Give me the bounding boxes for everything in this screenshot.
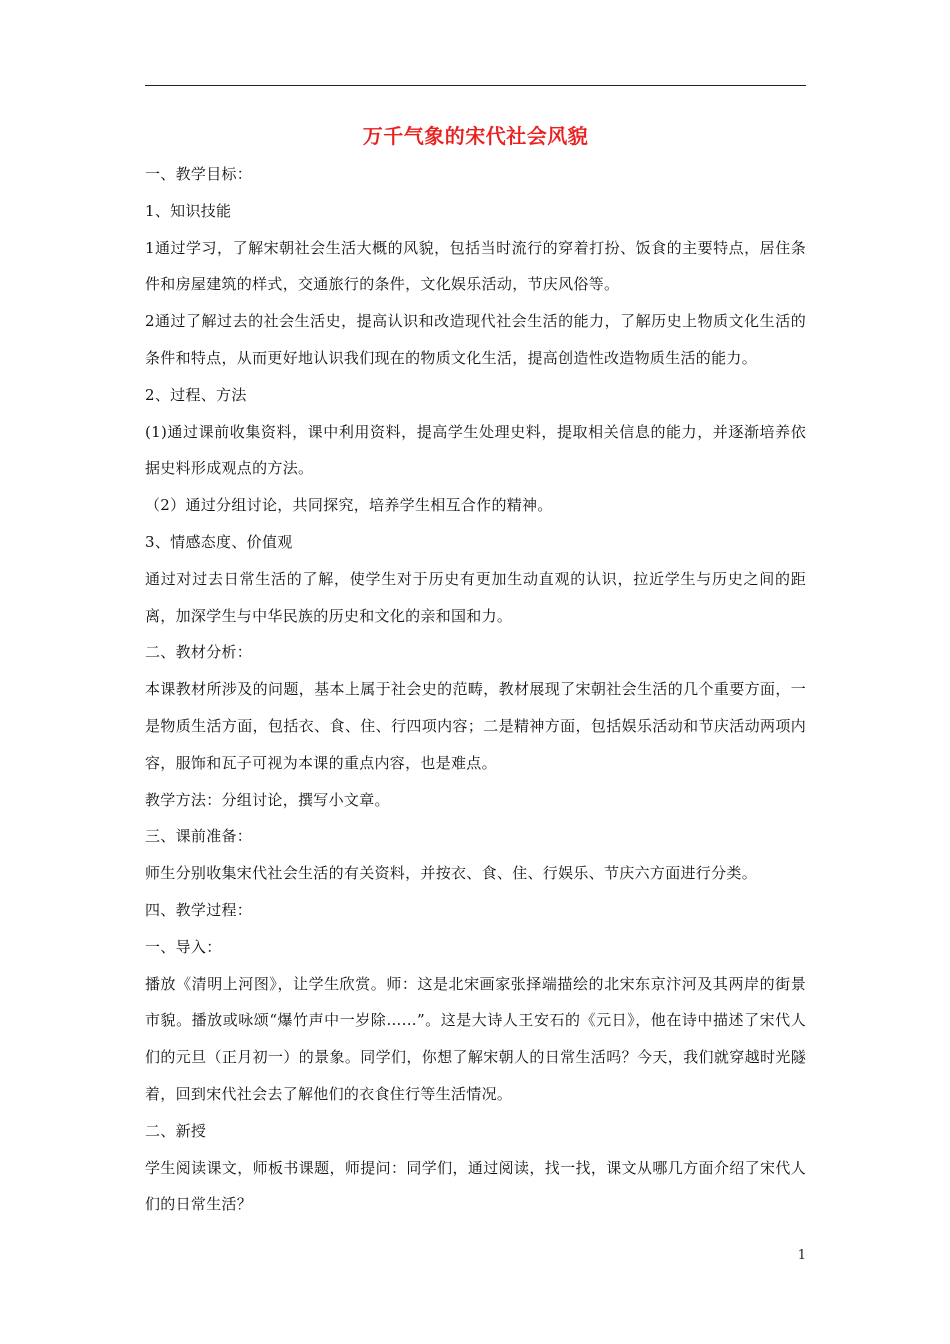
paragraph-material-analysis-heading: 二、教材分析： <box>145 643 253 662</box>
paragraph-process-item-2: （2）通过分组讨论，共同探究，培养学生相互合作的精神。 <box>145 496 553 515</box>
paragraph-values-heading: 3、情感态度、价值观 <box>145 532 293 551</box>
paragraph-introduction-heading: 一、导入： <box>145 937 222 956</box>
paragraph-introduction-text: 播放《清明上河图》，让学生欣赏。师：这是北宋画家张择端描绘的北宋东京汴河及其两岸的街景市貌。播放或咏颂“爆竹声中一岁除……”。这是大诗人王安石的《元日》，他在诗中描述了宋代人们的元旦（正月初一）的景象。同学们，你想了解宋朝人的日常生活吗？今天，我们就穿越时光隧着，回到宋代社会去了解他们的衣食住行等生活情况。 <box>145 974 806 1103</box>
header-rule <box>145 85 806 86</box>
paragraph-knowledge-item-1: 1通过学习，了解宋朝社会生活大概的风貌，包括当时流行的穿着打扮、饭食的主要特点，居住条件和房屋建筑的样式，交通旅行的条件，文化娱乐活动，节庆风俗等。 <box>145 238 806 294</box>
paragraph-process-method-heading: 2、过程、方法 <box>145 385 247 404</box>
paragraph-preparation-heading: 三、课前准备： <box>145 827 253 846</box>
document-title: 万千气象的宋代社会风貌 <box>362 124 589 148</box>
paragraph-preparation-text: 师生分别收集宋代社会生活的有关资料，并按衣、食、住、行娱乐、节庆六方面进行分类。 <box>145 864 758 883</box>
paragraph-process-item-1: (1)通过课前收集资料，课中利用资料，提高学生处理史料，提取相关信息的能力，并逐渐培养依据史料形成观点的方法。 <box>145 422 806 478</box>
paragraph-teaching-method: 教学方法：分组讨论，撰写小文章。 <box>145 790 390 809</box>
paragraph-new-lesson-heading: 二、新授 <box>145 1121 207 1140</box>
paragraph-teaching-process-heading: 四、教学过程： <box>145 900 253 919</box>
paragraph-values-text: 通过对过去日常生活的了解，使学生对于历史有更加生动直观的认识，拉近学生与历史之间的距离，加深学生与中华民族的历史和文化的亲和国和力。 <box>145 569 806 625</box>
page-number: 1 <box>797 1248 806 1263</box>
paragraph-knowledge-skills-heading: 1、知识技能 <box>145 201 232 220</box>
paragraph-knowledge-item-2: 2通过了解过去的社会生活史，提高认识和改造现代社会生活的能力，了解历史上物质文化生活的条件和特点，从而更好地认识我们现在的物质文化生活，提高创造性改造物质生活的能力。 <box>145 312 806 367</box>
paragraph-new-lesson-text: 学生阅读课文，师板书课题，师提问：同学们，通过阅读，找一找，课文从哪几方面介绍了宋代人们的日常生活？ <box>145 1158 806 1214</box>
paragraph-teaching-goals-heading: 一、教学目标： <box>145 165 253 183</box>
paragraph-material-analysis-text: 本课教材所涉及的问题，基本上属于社会史的范畴，教材展现了宋朝社会生活的几个重要方面，一是物质生活方面，包括衣、食、住、行四项内容；二是精神方面，包括娱乐活动和节庆活动两项内容，服饰和瓦子可视为本课的重点内容，也是难点。 <box>145 680 806 772</box>
document-body <box>145 156 806 1223</box>
